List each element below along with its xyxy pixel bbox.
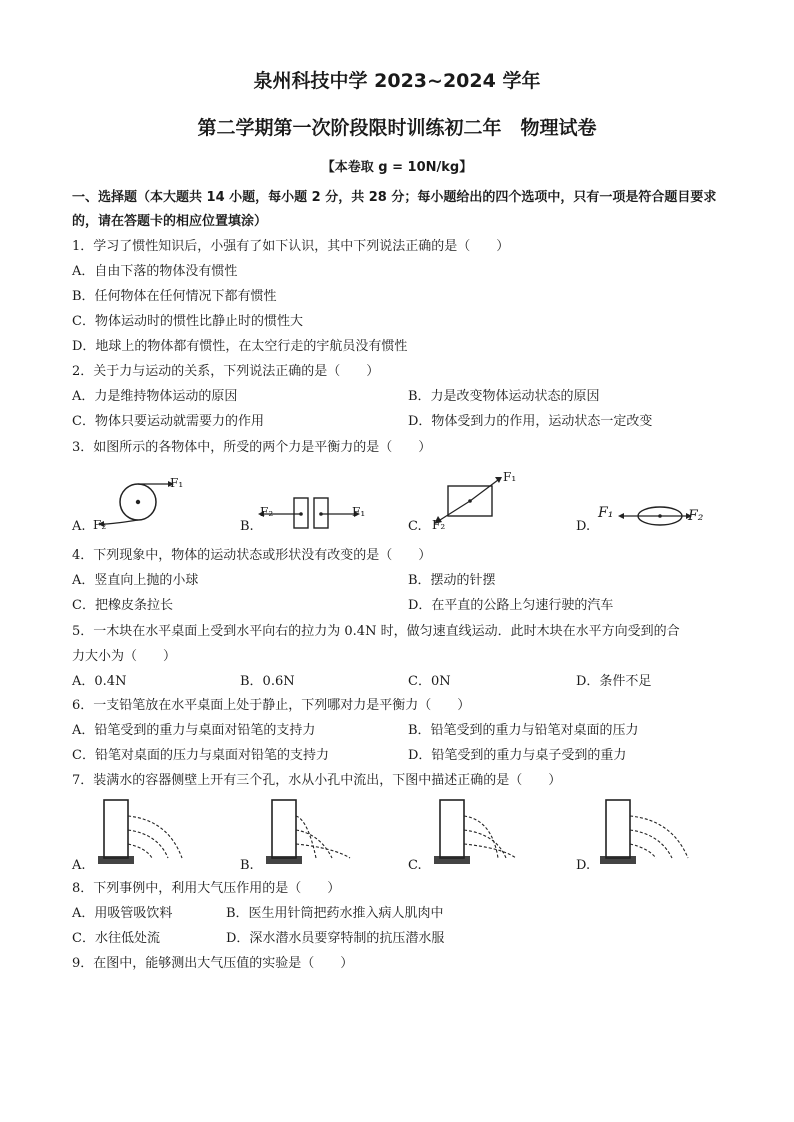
- q1-stem: 1．学习了惯性知识后，小强有了如下认识，其中下列说法正确的是（ ）: [72, 239, 510, 254]
- q8-option-d: D．深水潜水员要穿特制的抗压潜水服: [226, 931, 445, 946]
- q5-stem-line1: 5．一木块在水平桌面上受到水平向右的拉力为 0.4N 时，做匀速直线运动．此时木块在水平方向受到的合: [72, 624, 680, 639]
- q3-stem: 3．如图所示的各物体中，所受的两个力是平衡力的是（ ）: [72, 440, 432, 455]
- q3-option-c-label: C.: [408, 519, 422, 534]
- q3-option-a-label: A.: [72, 519, 86, 534]
- q3a-f2-label: F₂: [93, 518, 107, 532]
- q7-stem: 7．装满水的容器侧壁上开有三个孔，水从小孔中流出，下图中描述正确的是（ ）: [72, 773, 562, 788]
- q7-figure-b-container: [264, 798, 356, 868]
- q7-figure-d-container: [598, 798, 694, 868]
- q1-option-b: B．任何物体在任何情况下都有惯性: [72, 289, 277, 304]
- q2-option-b: B．力是改变物体运动状态的原因: [408, 389, 600, 404]
- q5-option-b: B．0.6N: [240, 674, 295, 689]
- q5-option-d: D．条件不足: [576, 674, 652, 689]
- q6-option-a: A．铅笔受到的重力与桌面对铅笔的支持力: [72, 723, 316, 738]
- q4-stem: 4．下列现象中，物体的运动状态或形状没有改变的是（ ）: [72, 548, 432, 563]
- q7-option-a-label: A.: [72, 858, 86, 873]
- q1-option-d: D．地球上的物体都有惯性，在太空行走的宇航员没有惯性: [72, 339, 408, 354]
- q5-option-c: C．0N: [408, 674, 451, 689]
- q7-figure-c-container: [432, 798, 524, 868]
- q4-option-a: A．竖直向上抛的小球: [72, 573, 199, 588]
- q2-option-c: C．物体只要运动就需要力的作用: [72, 414, 264, 429]
- q8-option-c: C．水往低处流: [72, 931, 160, 946]
- q8-option-a: A．用吸管吸饮料: [72, 906, 173, 921]
- q3a-f1-label: F₁: [170, 476, 184, 490]
- q3c-f2-label: F₂: [432, 518, 446, 532]
- q6-option-c: C．铅笔对桌面的压力与桌面对铅笔的支持力: [72, 748, 329, 763]
- q1-option-c: C．物体运动时的惯性比静止时的惯性大: [72, 314, 303, 329]
- q4-option-b: B．摆动的针摆: [408, 573, 496, 588]
- q2-option-d: D．物体受到力的作用，运动状态一定改变: [408, 414, 653, 429]
- q3d-f1-label: F₁: [598, 505, 614, 521]
- q6-option-d: D．铅笔受到的重力与桌子受到的重力: [408, 748, 627, 763]
- q7-option-d-label: D.: [576, 858, 591, 873]
- q4-option-c: C．把橡皮条拉长: [72, 598, 173, 613]
- q2-option-a: A．力是维持物体运动的原因: [72, 389, 238, 404]
- q1-option-a: A．自由下落的物体没有惯性: [72, 264, 238, 279]
- q7-option-c-label: C.: [408, 858, 422, 873]
- q7-option-b-label: B.: [240, 858, 254, 873]
- q9-stem: 9．在图中，能够测出大气压值的实验是（ ）: [72, 956, 354, 971]
- q3-option-b-label: B.: [240, 519, 254, 534]
- q7-figure-a-container: [96, 798, 188, 868]
- q6-option-b: B．铅笔受到的重力与铅笔对桌面的压力: [408, 723, 639, 738]
- q3b-f2-label: F₂: [260, 505, 274, 519]
- q5-stem-line2: 力大小为（ ）: [72, 649, 177, 664]
- q2-stem: 2．关于力与运动的关系，下列说法正确的是（ ）: [72, 364, 380, 379]
- q8-option-b: B．医生用针筒把药水推入病人肌肉中: [226, 906, 444, 921]
- q3b-f1-label: F₁: [352, 505, 366, 519]
- q4-option-d: D．在平直的公路上匀速行驶的汽车: [408, 598, 614, 613]
- q3c-f1-label: F₁: [503, 470, 517, 484]
- exam-title-line1: 泉州科技中学 2023~2024 学年: [253, 70, 541, 92]
- q3-figure-d-ellipse: [614, 500, 694, 532]
- q8-stem: 8．下列事例中，利用大气压作用的是（ ）: [72, 881, 341, 896]
- exam-title-line2: 第二学期第一次阶段限时训练初二年 物理试卷: [197, 117, 597, 139]
- section1-heading: 一、选择题（本大题共 14 小题，每小题 2 分，共 28 分；每小题给出的四个选项中，只有一项是符合题目要求的，请在答题卡的相应位置填涂）: [72, 190, 717, 229]
- q6-stem: 6．一支铅笔放在水平桌面上处于静止，下列哪对力是平衡力（ ）: [72, 698, 471, 713]
- q3d-f2-label: F₂: [688, 508, 704, 524]
- q5-option-a: A．0.4N: [72, 674, 127, 689]
- gravity-note: 【本卷取 g = 10N/kg】: [321, 160, 473, 175]
- q3-option-d-label: D.: [576, 519, 591, 534]
